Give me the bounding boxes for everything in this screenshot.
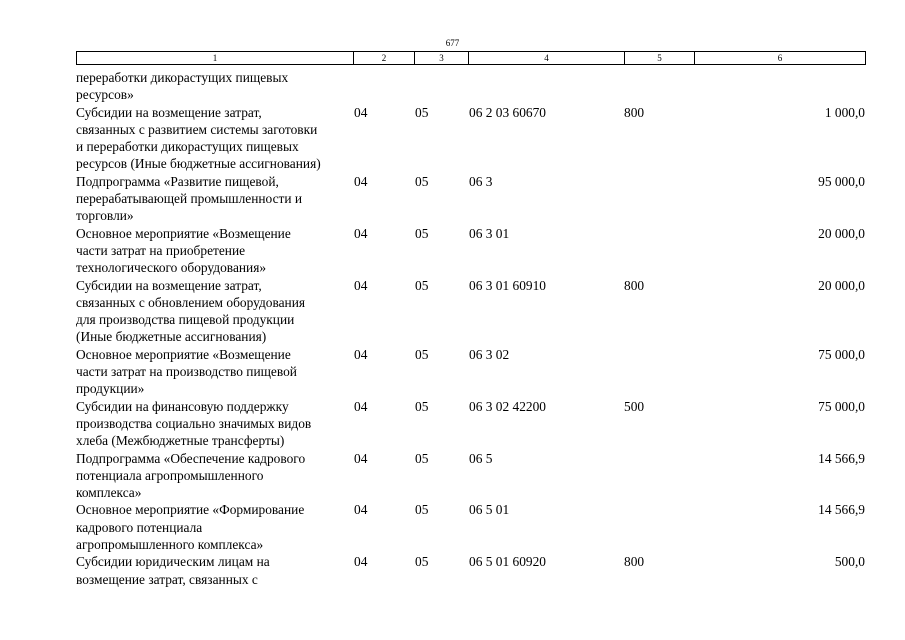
row-name: Подпрограмма «Развитие пищевой, перерабатывающей промышленности и торговли»	[76, 173, 303, 224]
row-csr: 06 5	[469, 450, 493, 466]
row-pr	[414, 69, 468, 104]
row-pr: 05	[415, 173, 429, 189]
row-pr: 05	[415, 398, 429, 414]
column-header-2: 2	[354, 52, 415, 65]
row-vr	[624, 225, 694, 277]
row-name: Субсидии на возмещение затрат, связанных с обновлением оборудования для производства пищевой продукции (Иные бюджетные ассигнования)	[76, 277, 306, 345]
row-csr: 06 3 01 60910	[469, 277, 546, 293]
row-name: Подпрограмма «Обеспечение кадрового потенциала агропромышленного комплекса»	[76, 450, 306, 501]
row-pr: 05	[415, 225, 429, 241]
row-csr: 06 2 03 60670	[469, 104, 546, 120]
row-rz: 04	[354, 277, 368, 293]
row-sum: 95 000,0	[818, 173, 865, 189]
row-vr	[624, 346, 694, 398]
column-header-table	[76, 51, 866, 65]
table-row	[76, 450, 865, 502]
row-pr: 05	[415, 450, 429, 466]
row-pr: 05	[415, 502, 429, 518]
row-name: Субсидии юридическим лицам на возмещение затрат, связанных с	[76, 554, 270, 587]
row-pr: 05	[415, 277, 429, 293]
table-row	[76, 501, 865, 553]
row-name: Основное мероприятие «Формирование кадрового потенциала агропромышленного комплекса»	[76, 502, 305, 553]
budget-table-body	[76, 69, 865, 588]
row-sum: 14 566,9	[818, 502, 865, 518]
row-vr: 800	[624, 554, 645, 570]
row-vr: 800	[624, 104, 645, 120]
row-vr: 500	[624, 398, 645, 414]
row-csr: 06 5 01	[469, 502, 510, 518]
row-csr: 06 3	[469, 173, 493, 189]
row-pr: 05	[415, 554, 429, 570]
row-vr: 800	[624, 277, 645, 293]
row-rz: 04	[354, 398, 368, 414]
row-csr: 06 3 01	[469, 225, 510, 241]
row-rz: 04	[354, 346, 368, 362]
row-sum: 75 000,0	[818, 346, 865, 362]
row-csr: 06 3 02	[469, 346, 510, 362]
column-header-4: 4	[469, 52, 625, 65]
row-csr: 06 3 02 42200	[469, 398, 546, 414]
row-sum: 75 000,0	[818, 398, 865, 414]
row-sum: 20 000,0	[818, 225, 865, 241]
row-sum: 1 000,0	[824, 104, 865, 120]
row-vr	[624, 501, 694, 553]
column-header-row	[77, 52, 866, 65]
table-row	[76, 173, 865, 225]
row-rz: 04	[354, 173, 368, 189]
row-sum	[694, 69, 865, 104]
row-csr: 06 5 01 60920	[469, 554, 546, 570]
row-name: Основное мероприятие «Возмещение части затрат на производство пищевой продукции»	[76, 346, 297, 397]
table-row	[76, 104, 865, 173]
row-rz: 04	[354, 502, 368, 518]
table-row	[76, 69, 865, 104]
table-row	[76, 277, 865, 346]
row-csr	[468, 69, 624, 104]
row-sum: 20 000,0	[818, 277, 865, 293]
row-vr	[624, 69, 694, 104]
row-rz: 04	[354, 225, 368, 241]
column-header-1: 1	[77, 52, 354, 65]
row-sum: 500,0	[834, 554, 865, 570]
row-vr	[624, 173, 694, 225]
row-rz: 04	[354, 104, 368, 120]
table-row	[76, 553, 865, 588]
row-rz	[353, 69, 414, 104]
row-pr: 05	[415, 346, 429, 362]
row-vr	[624, 450, 694, 502]
row-rz: 04	[354, 450, 368, 466]
row-name: Субсидии на возмещение затрат, связанных с развитием системы заготовки и переработки дикорастущих пищевых ресурсов (Иные бюджетные ассигнования)	[76, 104, 321, 172]
table-row	[76, 346, 865, 398]
page-number: 677	[445, 38, 460, 48]
row-name: Основное мероприятие «Возмещение части затрат на приобретение технологического оборудования»	[76, 225, 291, 276]
column-header-5: 5	[625, 52, 695, 65]
column-header-3: 3	[415, 52, 469, 65]
row-pr: 05	[415, 104, 429, 120]
column-header-6: 6	[695, 52, 866, 65]
row-sum: 14 566,9	[818, 450, 865, 466]
table-row	[76, 398, 865, 450]
row-rz: 04	[354, 554, 368, 570]
row-name: переработки дикорастущих пищевых ресурсов»	[76, 70, 289, 103]
table-row	[76, 225, 865, 277]
row-name: Субсидии на финансовую поддержку производства социально значимых видов хлеба (Межбюджетные трансферты)	[76, 398, 312, 449]
